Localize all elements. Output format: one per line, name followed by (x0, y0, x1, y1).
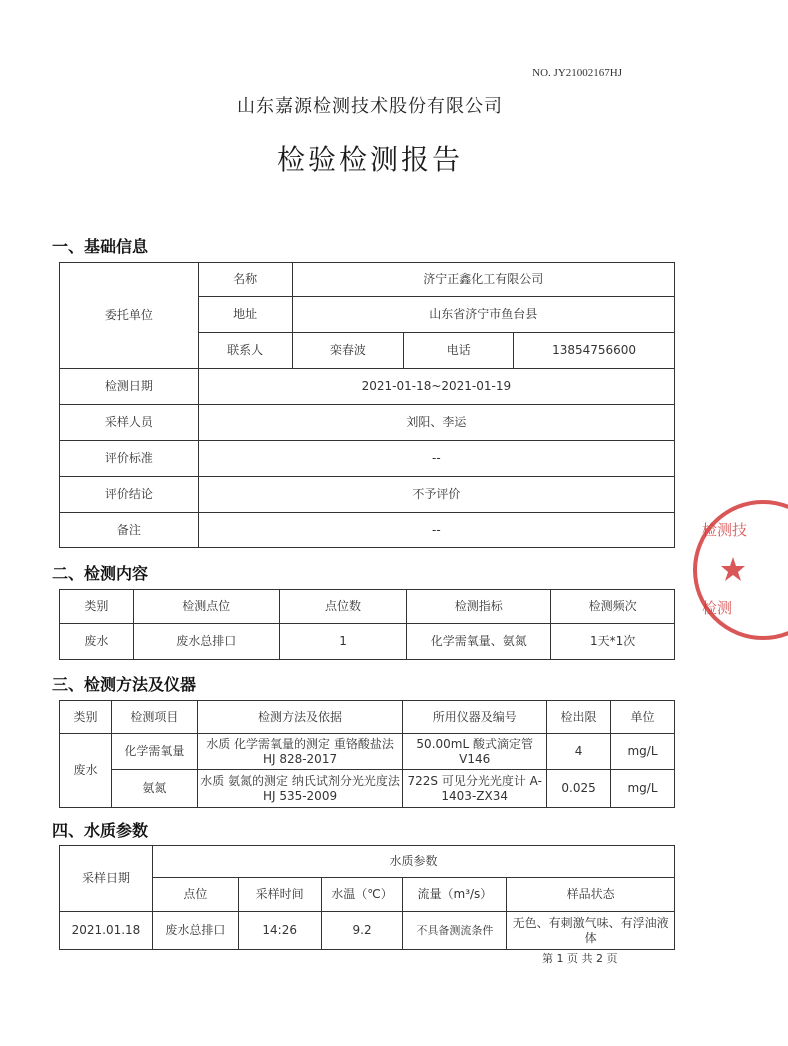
method-instrument: 722S 可见分光光度计 A-1403-ZX34 (403, 770, 547, 808)
method-limit: 0.025 (547, 770, 611, 808)
method-limit: 4 (547, 734, 611, 770)
client-label: 委托单位 (60, 263, 199, 369)
header-indicator: 检测指标 (407, 590, 551, 624)
method-description: 水质 氨氮的测定 纳氏试剂分光光度法 HJ 535-2009 (197, 770, 403, 808)
water-temp: 9.2 (321, 912, 403, 950)
company-name: 山东嘉源检测技术股份有限公司 (237, 96, 503, 117)
section-test-content: 二、检测内容 (52, 564, 149, 583)
report-title: 检验检测报告 (276, 143, 463, 176)
official-seal (688, 495, 788, 645)
contact-label: 联系人 (198, 333, 292, 369)
address-value: 山东省济宁市鱼台县 (292, 297, 674, 333)
water-date-header: 采样日期 (60, 846, 153, 912)
method-instrument: 50.00mL 酸式滴定管 V146 (403, 734, 547, 770)
header-frequency: 检测频次 (551, 590, 675, 624)
water-params-table (59, 845, 675, 950)
date-label: 检测日期 (60, 369, 199, 405)
methods-table (59, 700, 675, 808)
water-time: 14:26 (238, 912, 321, 950)
content-point-count: 1 (279, 624, 407, 660)
method-item: 化学需氧量 (111, 734, 197, 770)
section-basic-info: 一、基础信息 (52, 237, 149, 256)
water-flow: 不具备测流条件 (403, 912, 507, 950)
header-point: 检测点位 (133, 590, 279, 624)
method-header-limit: 检出限 (547, 701, 611, 734)
remark-value: -- (198, 513, 674, 548)
content-category: 废水 (60, 624, 134, 660)
document-number: NO. JY21002167HJ (532, 67, 622, 79)
section-methods: 三、检测方法及仪器 (52, 675, 197, 694)
address-label: 地址 (198, 297, 292, 333)
svg-text:检测: 检测 (702, 599, 733, 617)
water-state: 无色、有刺激气味、有浮油液体 (507, 912, 675, 950)
content-frequency: 1天*1次 (551, 624, 675, 660)
basic-info-table (59, 262, 675, 548)
water-point: 废水总排口 (152, 912, 238, 950)
water-group-header: 水质参数 (152, 846, 674, 878)
water-header-time: 采样时间 (238, 878, 321, 912)
water-header-point: 点位 (152, 878, 238, 912)
water-header-flow: 流量（m³/s） (403, 878, 507, 912)
conclusion-label: 评价结论 (60, 477, 199, 513)
water-header-state: 样品状态 (507, 878, 675, 912)
remark-label: 备注 (60, 513, 199, 548)
phone-value: 13854756600 (514, 333, 675, 369)
water-date: 2021.01.18 (60, 912, 153, 950)
header-point-count: 点位数 (279, 590, 407, 624)
water-header-temp: 水温（℃） (321, 878, 403, 912)
method-header-method: 检测方法及依据 (197, 701, 403, 734)
contact-value: 栾春波 (292, 333, 404, 369)
method-header-instrument: 所用仪器及编号 (403, 701, 547, 734)
method-unit: mg/L (611, 734, 675, 770)
standard-value: -- (198, 441, 674, 477)
method-category: 废水 (60, 734, 112, 808)
method-unit: mg/L (611, 770, 675, 808)
standard-label: 评价标准 (60, 441, 199, 477)
method-header-unit: 单位 (611, 701, 675, 734)
content-point: 废水总排口 (133, 624, 279, 660)
test-content-table (59, 589, 675, 660)
sampler-label: 采样人员 (60, 405, 199, 441)
page-footer: 第 1 页 共 2 页 (542, 952, 618, 965)
name-label: 名称 (198, 263, 292, 297)
method-description: 水质 化学需氧量的测定 重铬酸盐法 HJ 828-2017 (197, 734, 403, 770)
svg-text:检测技: 检测技 (702, 521, 748, 539)
sampler-value: 刘阳、李运 (198, 405, 674, 441)
content-indicator: 化学需氧量、氨氮 (407, 624, 551, 660)
phone-label: 电话 (404, 333, 514, 369)
section-water-params: 四、水质参数 (52, 821, 149, 840)
date-value: 2021-01-18~2021-01-19 (198, 369, 674, 405)
conclusion-value: 不予评价 (198, 477, 674, 513)
method-header-item: 检测项目 (111, 701, 197, 734)
method-item: 氨氮 (111, 770, 197, 808)
method-header-category: 类别 (60, 701, 112, 734)
header-category: 类别 (60, 590, 134, 624)
name-value: 济宁正鑫化工有限公司 (292, 263, 674, 297)
